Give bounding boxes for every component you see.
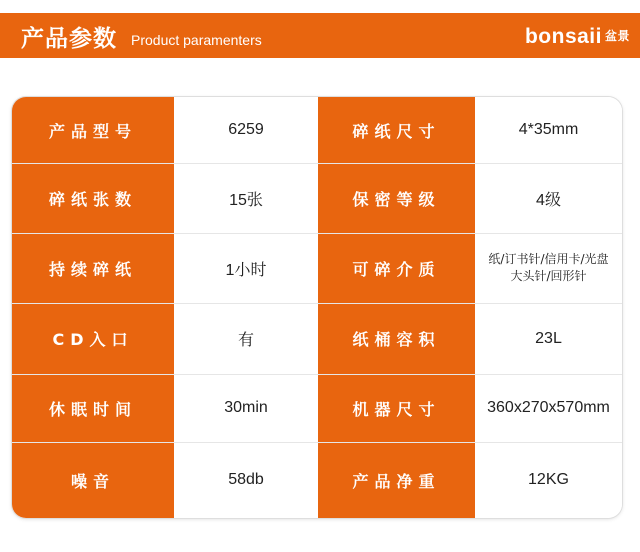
spec-table bbox=[12, 97, 622, 518]
spec-label: 噪音 bbox=[70, 471, 115, 491]
spec-value: 30min bbox=[224, 399, 268, 416]
page-subtitle: Product paramenters bbox=[131, 32, 262, 48]
spec-label: 产品型号 bbox=[48, 121, 137, 141]
page-title: 产品参数 bbox=[21, 26, 117, 52]
spec-value: 1小时 bbox=[225, 261, 267, 279]
spec-value: 23L bbox=[535, 329, 562, 347]
spec-label: 持续碎纸 bbox=[48, 259, 137, 279]
spec-label: 可碎介质 bbox=[352, 259, 441, 279]
spec-value: 12KG bbox=[528, 471, 569, 488]
spec-value: 360x270x570mm bbox=[487, 399, 610, 416]
spec-label: 产品净重 bbox=[352, 471, 441, 491]
brand-name-cn: 盆景 bbox=[604, 29, 630, 43]
spec-value-line: 纸/订书针/信用卡/光盘 bbox=[488, 252, 609, 266]
spec-label: 休眠时间 bbox=[48, 399, 137, 419]
spec-label: 机器尺寸 bbox=[352, 399, 441, 419]
spec-value: 6259 bbox=[228, 121, 264, 138]
spec-value: 58db bbox=[228, 471, 264, 488]
brand-logo bbox=[525, 25, 630, 49]
spec-label: CD入口 bbox=[52, 330, 134, 349]
spec-value-line: 大头针/回形针 bbox=[510, 269, 587, 283]
spec-value-media bbox=[475, 233, 622, 303]
spec-value: 4*35mm bbox=[518, 121, 579, 138]
spec-label: 碎纸张数 bbox=[48, 189, 137, 209]
header-banner bbox=[0, 13, 640, 58]
spec-label: 纸桶容积 bbox=[352, 330, 441, 349]
spec-label: 保密等级 bbox=[352, 189, 441, 209]
spec-value: 15张 bbox=[229, 191, 263, 209]
spec-value: 有 bbox=[237, 332, 254, 349]
brand-name: bonsaii bbox=[524, 25, 602, 48]
spec-label: 碎纸尺寸 bbox=[352, 121, 441, 141]
spec-value: 4级 bbox=[536, 191, 561, 209]
